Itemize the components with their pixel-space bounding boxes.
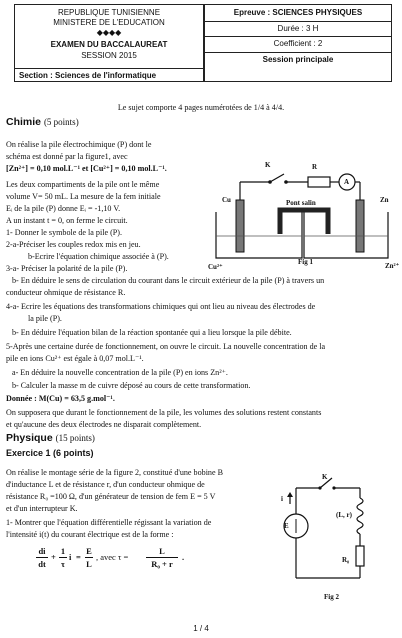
chimie-line: volume V= 50 mL. La mesure de la fem initiale: [6, 192, 161, 201]
physique-line: et d'un interrupteur K.: [6, 504, 78, 513]
chimie-line: Eᵢ de la pile (P) donne Eᵢ = -1,10 V.: [6, 204, 121, 213]
eq-e: E: [86, 546, 92, 556]
fig1-label-r: R: [312, 163, 318, 171]
chimie-line: b- Calculer la masse m de cuivre déposé au cours de cette transformation.: [12, 381, 251, 390]
fig2-label-r0: R₀: [342, 556, 350, 564]
fig1-label-zn2: Zn²⁺: [385, 262, 400, 270]
chimie-line: 4-a- Ecrire les équations des transformations chimiques qui ont lieu au niveau des électrodes de: [6, 302, 316, 311]
chimie-line: A un instant t = 0, on ferme le circuit.: [6, 216, 128, 225]
header-left-box: [14, 4, 204, 82]
fig1-caption: Fig 1: [298, 258, 313, 266]
physique-line: d'inductance L et de résistance r, d'un conducteur ohmique de: [6, 480, 205, 489]
chimie-line: Les deux compartiments de la pile ont le même: [6, 180, 160, 189]
header-ornament: ◆◆◆◆: [96, 28, 122, 37]
eq-one: 1: [60, 546, 66, 556]
chimie-line: b- En déduire l'équation bilan de la réaction spontanée qui a lieu lorsque la pile débite.: [12, 328, 292, 337]
header-duree: Durée : 3 H: [205, 21, 391, 38]
chimie-line: la pile (P).: [28, 314, 62, 323]
figure-2-circuit: [276, 466, 386, 596]
fig1-label-zn: Zn: [380, 196, 389, 204]
chimie-line: 2-a-Préciser les couples redox mis en jeu.: [6, 240, 141, 249]
exercice-1-title: Exercice 1 (6 points): [6, 448, 94, 458]
differential-equation: di dt + 1 τ i = E L , avec τ = L R₀ + r .: [36, 546, 216, 578]
physique-title: [6, 432, 95, 444]
eq-tau: τ: [61, 559, 65, 569]
fig1-label-cu: Cu: [222, 196, 231, 204]
chimie-line: On supposera que durant le fonctionnement de la pile, les volumes des solutions restent constants: [6, 408, 322, 417]
fig2-caption: Fig 2: [324, 593, 339, 601]
page-count-note: Le sujet comporte 4 pages numérotées de 1/4 à 4/4.: [117, 103, 285, 112]
chimie-line: pile en ions Cu²⁺ est égale à 0,07 mol.L⁻¹.: [6, 354, 144, 363]
page-number: 1 / 4: [193, 624, 209, 633]
chimie-line: schéma est donné par la figure1, avec: [6, 152, 128, 161]
chimie-line: a- En déduire la nouvelle concentration de la pile (P) en ions Zn²⁺.: [12, 368, 228, 377]
physique-title-text: Physique: [6, 432, 53, 444]
fig2-label-k: K: [322, 473, 328, 481]
chimie-line: conducteur ohmique de résistance R.: [6, 288, 126, 297]
header-republic: REPUBLIQUE TUNISIENNE: [57, 8, 161, 17]
header-epreuve: Epreuve : SCIENCES PHYSIQUES: [205, 5, 391, 22]
eq-avec: , avec τ =: [96, 552, 129, 562]
physique-line: 1- Montrer que l'équation différentielle régissant la variation de: [6, 518, 212, 527]
eq-r0-r: R₀ + r: [151, 559, 173, 569]
chimie-line: On réalise la pile électrochimique (P) dont le: [6, 140, 152, 149]
chimie-line: et qu'aucune des deux électrodes ne disparait complètement.: [6, 420, 202, 429]
header-exam: EXAMEN DU BACCALAUREAT: [50, 40, 168, 49]
header-coefficient: Coefficient : 2: [205, 36, 391, 53]
figure-1-pile: [208, 160, 398, 270]
physique-points: (15 points): [55, 433, 95, 443]
exam-header: [14, 4, 392, 82]
chimie-title-text: Chimie: [6, 116, 42, 128]
fig2-label-i: i: [281, 495, 283, 503]
eq-l2: L: [159, 546, 165, 556]
fig2-label-l-r: (L, r): [336, 511, 352, 519]
eq-i: i: [69, 552, 72, 562]
header-session: SESSION 2015: [81, 51, 137, 60]
eq-end: .: [182, 552, 185, 562]
fig1-label-pont-salin: Pont salin: [286, 199, 316, 207]
header-right-box: [204, 4, 392, 82]
physique-line: On réalise le montage série de la figure 2, constitué d'une bobine B: [6, 468, 223, 477]
fig1-label-a: A: [344, 178, 350, 186]
fig1-label-k: K: [265, 161, 271, 169]
eq-dt: dt: [38, 559, 46, 569]
chimie-points: (5 points): [43, 117, 79, 127]
chimie-line: 3-a- Préciser la polarité de la pile (P).: [6, 264, 128, 273]
header-section: Section : Sciences de l'informatique: [15, 68, 203, 84]
eq-l: L: [86, 559, 92, 569]
chimie-line: [Zn²⁺] = 0,10 mol.L⁻¹ et [Cu²⁺] = 0,10 mol.L⁻¹.: [6, 164, 167, 173]
fig2-label-e: E: [284, 522, 289, 530]
eq-di: di: [38, 546, 46, 556]
chimie-line: 5-Après une certaine durée de fonctionnement, on ouvre le circuit. La nouvelle concentration de la: [6, 342, 326, 351]
chimie-line: b- En déduire le sens de circulation du courant dans le circuit extérieur de la pile (P) à travers un: [12, 276, 325, 285]
chimie-data: Donnée : M(Cu) = 63,5 g.mol⁻¹.: [6, 394, 115, 403]
chimie-line: 1- Donner le symbole de la pile (P).: [6, 228, 122, 237]
header-session-type: Session principale: [262, 54, 334, 64]
fig1-label-cu2: Cu²⁺: [208, 263, 223, 271]
header-ministry: MINISTERE DE L'EDUCATION: [53, 18, 165, 27]
chimie-line: b-Ecrire l'équation chimique associée à (P).: [28, 252, 169, 261]
physique-line: résistance R₀ =100 Ω, d'un générateur de tension de fem E = 5 V: [6, 492, 216, 501]
physique-line: l'intensité i(t) du courant électrique est de la forme :: [6, 530, 174, 539]
chimie-title: [6, 116, 79, 128]
